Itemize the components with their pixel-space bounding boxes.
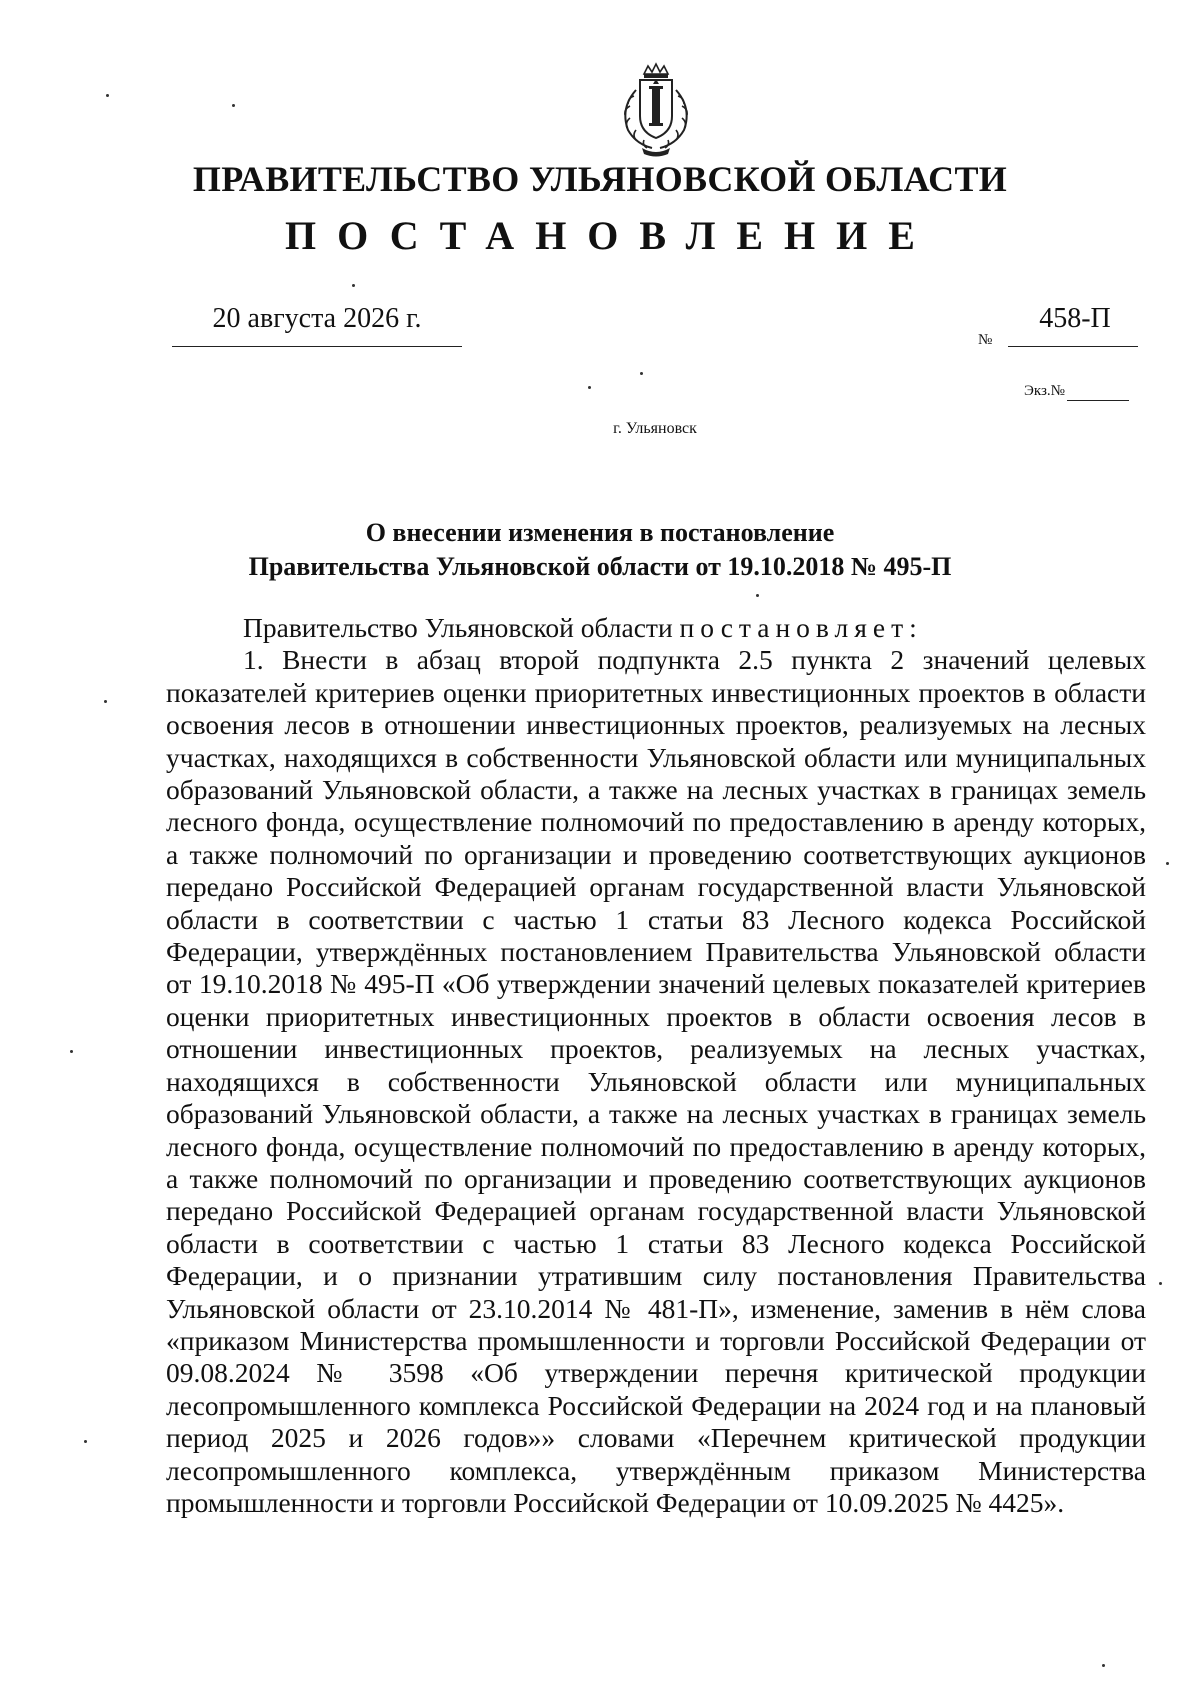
scan-speck <box>1166 862 1169 865</box>
document-heading <box>0 516 1200 584</box>
heading-line-2: Правительства Ульяновской области от 19.10.2018 № 495-П <box>248 552 952 581</box>
preamble-colon: : <box>909 612 917 643</box>
number-underline <box>1008 346 1138 347</box>
document-body <box>166 612 1146 1519</box>
copy-number-label: Экз.№ <box>1024 383 1065 399</box>
scan-speck <box>84 1440 87 1443</box>
date-field <box>172 302 462 347</box>
city-name: г. Ульяновск <box>613 420 697 437</box>
scan-speck <box>232 104 235 107</box>
preamble-verb: постановляет <box>679 612 910 643</box>
scan-speck <box>640 372 643 375</box>
date-underline <box>172 346 462 347</box>
scan-speck <box>104 700 107 703</box>
document-type: ПОСТАНОВЛЕНИЕ <box>285 213 936 258</box>
scan-speck <box>106 94 109 97</box>
document-number: 458-П <box>1039 303 1111 334</box>
copy-number-underline <box>1067 383 1129 401</box>
number-label: № <box>978 332 993 348</box>
coat-of-arms-icon <box>606 60 706 160</box>
government-title: ПРАВИТЕЛЬСТВО УЛЬЯНОВСКОЙ ОБЛАСТИ <box>192 159 1008 199</box>
preamble-text: Правительство Ульяновской области <box>243 612 680 643</box>
heading-line-1: О внесении изменения в постановление <box>365 518 835 547</box>
scan-speck <box>756 594 759 597</box>
number-field <box>978 302 1140 348</box>
scan-speck <box>1159 1282 1162 1285</box>
scan-speck <box>70 1050 73 1053</box>
document-date: 20 августа 2026 г. <box>212 303 422 334</box>
scan-speck <box>1102 1664 1105 1667</box>
copy-number-field <box>1024 383 1154 401</box>
preamble <box>166 612 1146 644</box>
scan-speck <box>588 386 591 389</box>
scan-speck <box>352 284 355 287</box>
clause-1: 1. Внести в абзац второй подпункта 2.5 пункта 2 значений целевых показателей критериев оценки приоритетных инвестиционных проектов в области освоения лесов в отношении инвестиционных проектов, реализуемых на лесных участках, находящихся в собственности Ульяновской области или муниципальных образований Ульяновской области, а также на лесных участках в границах земель лесного фонда, осуществление полномочий по предоставлению в аренду которых, а также полномочий по организации и проведению соответствующих аукционов передано Российской Федерацией органам государственной власти Ульяновской области в соответствии с частью 1 статьи 83 Лесного кодекса Российской Федерации, утверждённых постановлением Правительства Ульяновской области от 19.10.2018 № 495-П «Об утверждении значений целевых показателей критериев оценки приоритетных инвестиционных проектов в области освоения лесов в отношении инвестиционных проектов, реализуемых на лесных участках, находящихся в собственности Ульяновской области или муниципальных образований Ульяновской области, а также на лесных участках в границах земель лесного фонда, осуществление полномочий по предоставлению в аренду которых, а также полномочий по организации и проведению соответствующих аукционов передано Российской Федерацией органам государственной власти Ульяновской области в соответствии с частью 1 статьи 83 Лесного кодекса Российской Федерации, и о признании утратившим силу постановления Правительства Ульяновской области от 23.10.2014 № 481-П», изменение, заменив в нём слова «приказом Министерства промышленности и торговли Российской Федерации от 09.08.2024 № 3598 «Об утверждении перечня критической продукции лесопромышленного комплекса Российской Федерации на 2024 год и на плановый период 2025 и 2026 годов»» словами «Перечнем критической продукции лесопромышленного комплекса, утверждённым приказом Министерства промышленности и торговли Российской Федерации от 10.09.2025 № 4425». <box>166 644 1146 1518</box>
